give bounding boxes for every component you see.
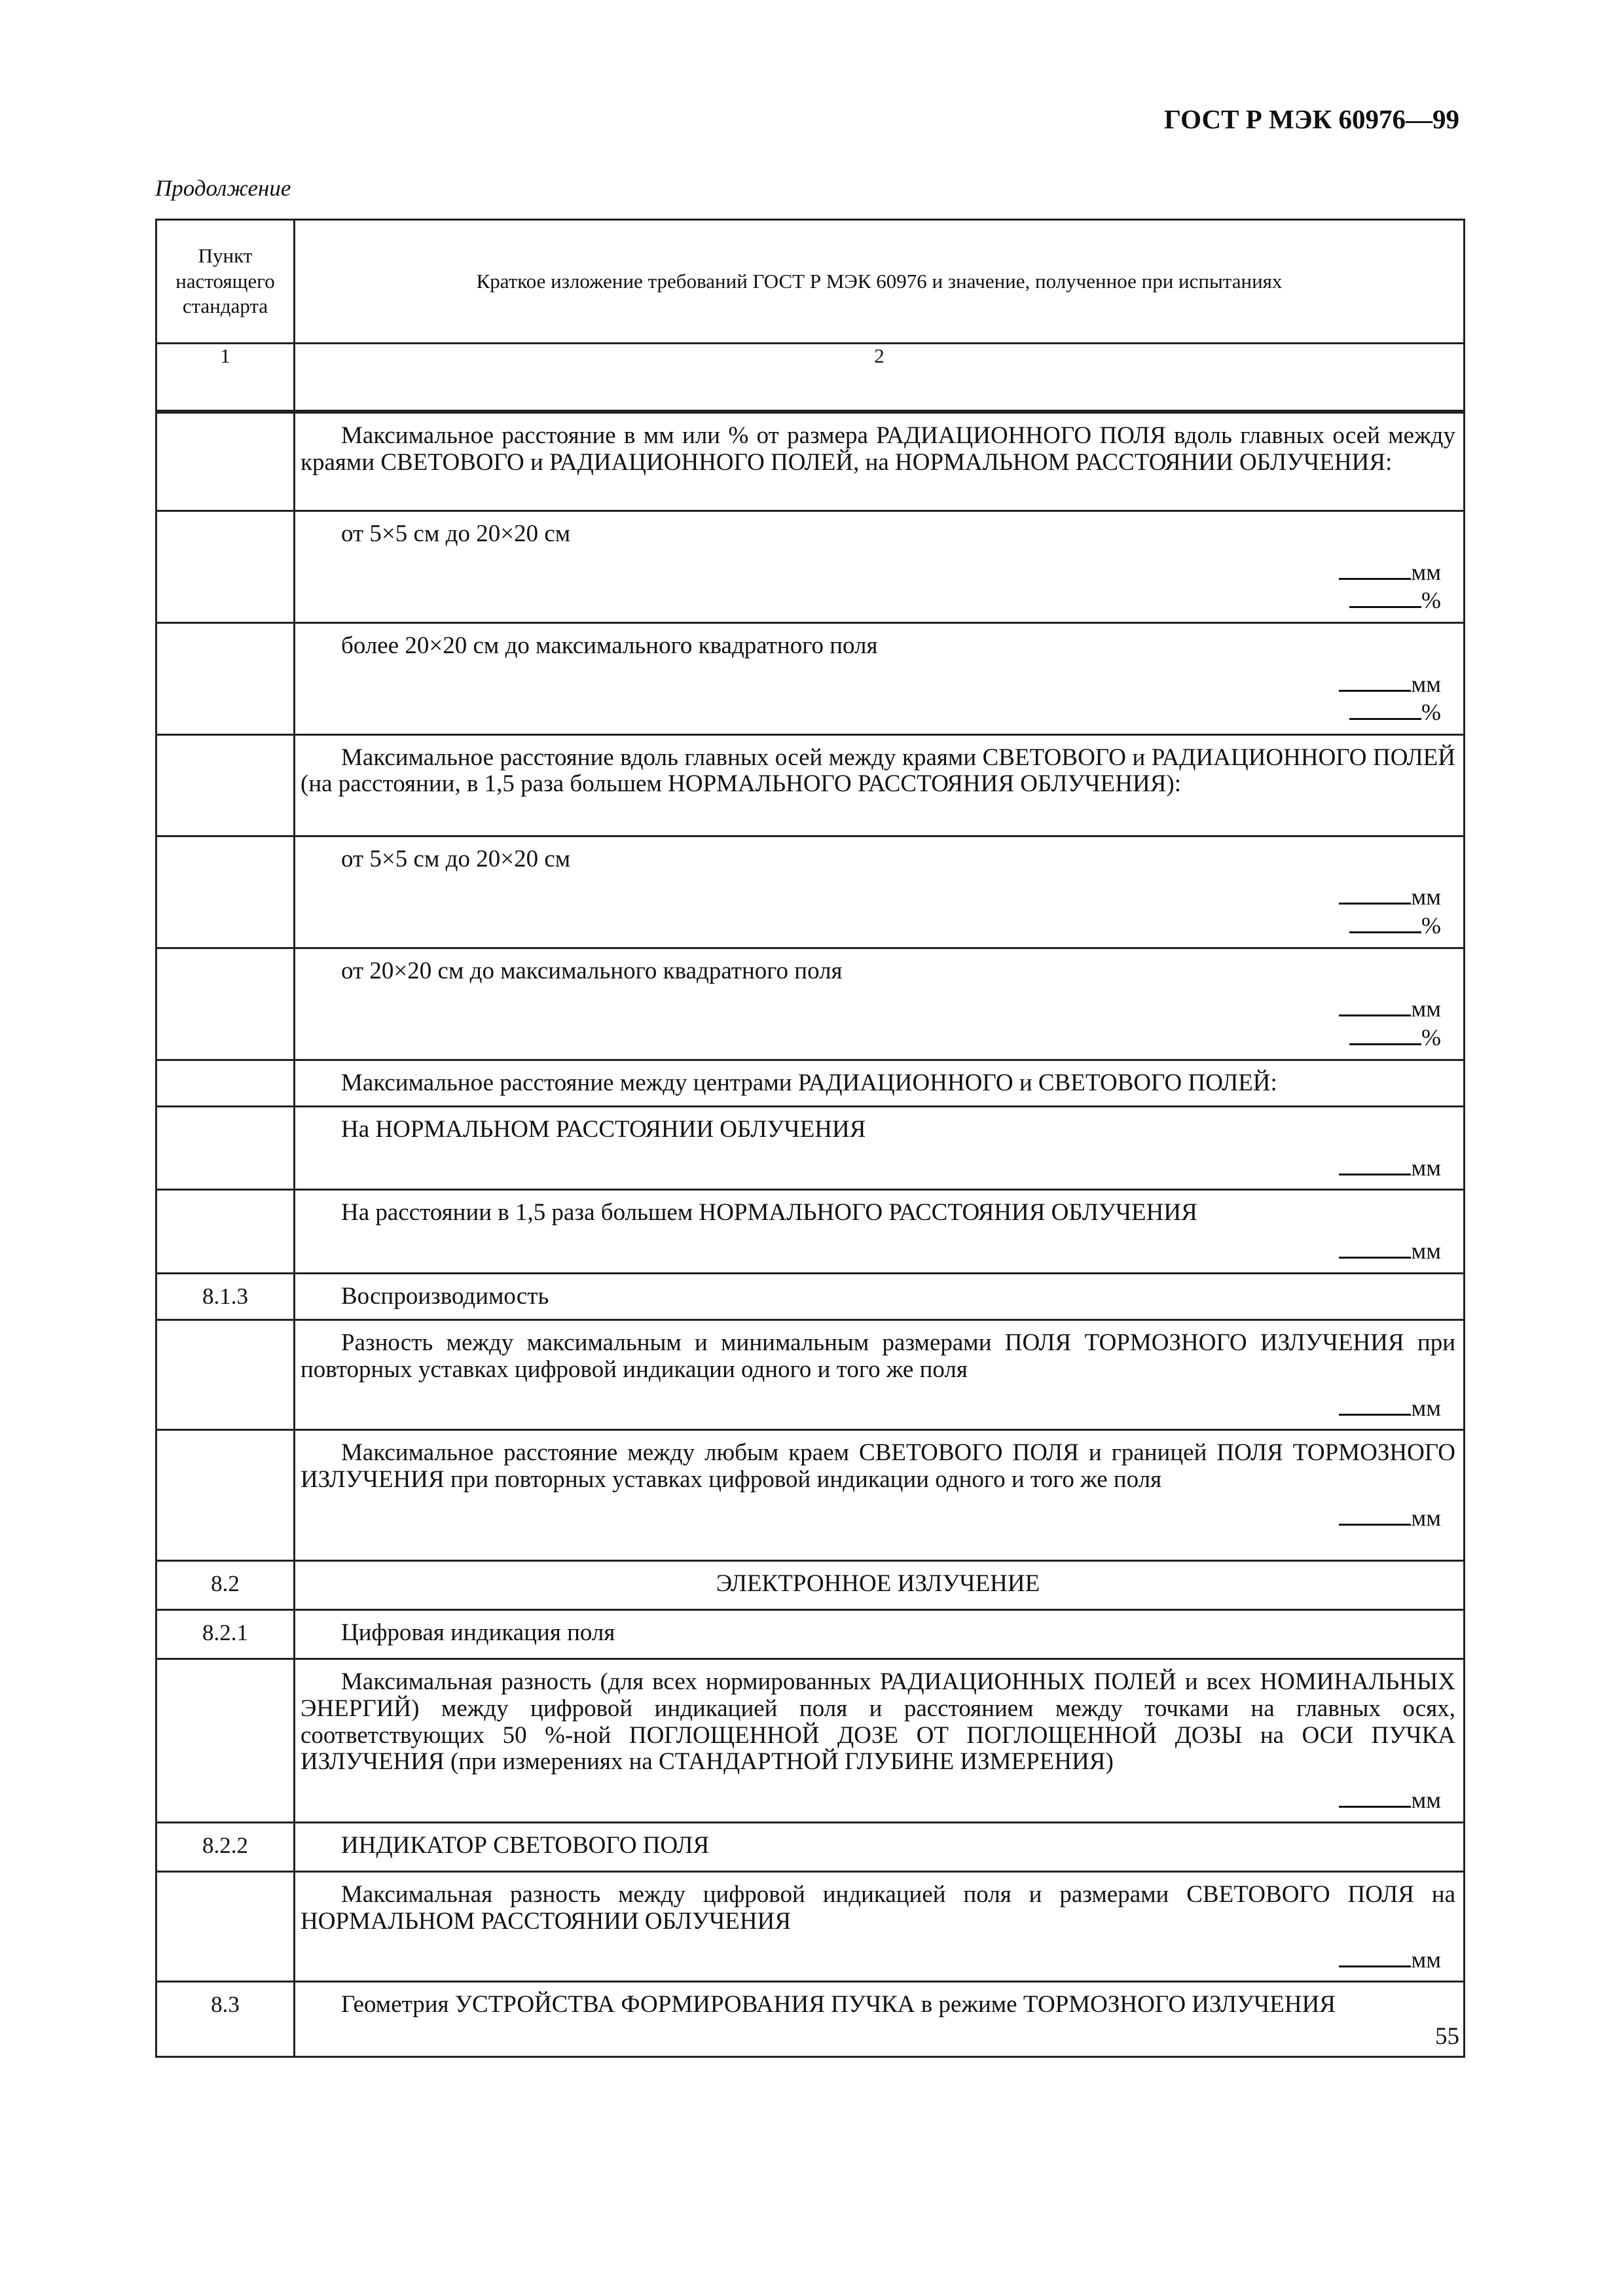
unit-label: мм: [1411, 670, 1441, 697]
requirement-cell: [295, 734, 1465, 836]
unit-label: мм: [1411, 1504, 1441, 1531]
value-blank-line[interactable]: [295, 1505, 1441, 1532]
blank-underline: [1339, 560, 1411, 580]
requirement-text: ЭЛЕКТРОННОЕ ИЗЛУЧЕНИЕ: [716, 1570, 1040, 1598]
unit-label: мм: [1411, 1787, 1441, 1814]
table-row: [156, 1430, 1465, 1561]
point-number: 8.2.1: [202, 1620, 248, 1646]
value-entry-blanks: [295, 1238, 1463, 1272]
value-blank-line[interactable]: [295, 700, 1441, 726]
continuation-label: Продолжение: [155, 175, 291, 201]
blank-underline: [1349, 700, 1421, 720]
point-number: [157, 414, 293, 423]
unit-label: %: [1421, 912, 1441, 939]
value-entry-blanks: [295, 1155, 1463, 1189]
point-cell: [156, 1610, 295, 1659]
point-cell: [156, 1823, 295, 1872]
value-blank-line[interactable]: [295, 1787, 1441, 1814]
point-cell: [156, 413, 295, 511]
point-number: 8.2.2: [202, 1833, 248, 1859]
table-row: [156, 1610, 1465, 1659]
header-cell-description: [295, 220, 1465, 344]
value-entry-blanks: [295, 1395, 1463, 1429]
table-row: [156, 1823, 1465, 1872]
value-blank-line[interactable]: [295, 913, 1441, 939]
value-blank-line[interactable]: [295, 560, 1441, 586]
value-blank-line[interactable]: [295, 588, 1441, 614]
point-cell: [156, 1872, 295, 1982]
requirement-cell: [295, 948, 1465, 1060]
header-point-label: Пункт настоящего стандарта: [175, 243, 275, 318]
requirement-text: от 20×20 см до максимального квадратного поля: [341, 957, 843, 984]
point-cell: [156, 1430, 295, 1561]
point-cell: [156, 734, 295, 836]
point-cell: [156, 1982, 295, 2057]
blank-underline: [1339, 672, 1411, 692]
requirement-text: более 20×20 см до максимального квадратного поля: [341, 632, 878, 659]
value-blank-line[interactable]: [295, 1025, 1441, 1051]
requirement-cell: [295, 1060, 1465, 1107]
requirement-cell: [295, 1320, 1465, 1430]
requirement-text: Максимальное расстояние в мм или % от размера РАДИАЦИОННОГО ПОЛЯ вдоль главных осей между краями СВЕТОВОГО и РАДИАЦИОННОГО ПОЛЕЙ, на НОРМАЛЬНОМ РАССТОЯНИИ ОБЛУЧЕНИЯ:: [301, 422, 1455, 476]
point-number: [157, 1660, 293, 1669]
requirement-text: На расстоянии в 1,5 раза большем НОРМАЛЬНОГО РАССТОЯНИЯ ОБЛУЧЕНИЯ: [341, 1199, 1197, 1227]
blank-underline: [1339, 1155, 1411, 1175]
point-number: [157, 1191, 293, 1200]
blank-underline: [1339, 1787, 1411, 1808]
point-number: [157, 1061, 293, 1070]
table-row: [156, 1320, 1465, 1430]
table-row: [156, 1561, 1465, 1610]
table-row: [156, 1982, 1465, 2057]
requirement-cell: [295, 1430, 1465, 1561]
value-blank-line[interactable]: [295, 996, 1441, 1022]
point-number: [157, 512, 293, 521]
unit-label: мм: [1411, 884, 1441, 910]
value-entry-blanks: [295, 996, 1463, 1058]
requirement-cell: [295, 1823, 1465, 1872]
blank-underline: [1339, 1238, 1411, 1259]
blank-underline: [1339, 1505, 1411, 1526]
blank-underline: [1349, 588, 1421, 608]
value-entry-blanks: [295, 672, 1463, 734]
requirement-text: Максимальное расстояние вдоль главных осей между краями СВЕТОВОГО и РАДИАЦИОННОГО ПОЛЕЙ (на расстоянии, в 1,5 раза большем НОРМАЛЬНОГО РАССТОЯНИЯ ОБЛУЧЕНИЯ):: [301, 744, 1455, 798]
table-row: [156, 622, 1465, 734]
value-entry-blanks: [295, 1505, 1463, 1539]
blank-underline: [1349, 1025, 1421, 1045]
requirement-text: Разность между максимальным и минимальным размерами ПОЛЯ ТОРМОЗНОГО ИЗЛУЧЕНИЯ при повторных уставках цифровой индикации одного и того же поля: [301, 1329, 1455, 1384]
requirements-table: [155, 219, 1465, 2058]
blank-underline: [1339, 1947, 1411, 1967]
blank-underline: [1349, 913, 1421, 933]
point-cell: [156, 1273, 295, 1320]
point-cell: [156, 1060, 295, 1107]
point-cell: [156, 1107, 295, 1190]
point-cell: [156, 1561, 295, 1610]
table-row: [156, 1060, 1465, 1107]
unit-label: мм: [1411, 1154, 1441, 1181]
requirement-text: Воспроизводимость: [341, 1282, 549, 1310]
unit-label: %: [1421, 1024, 1441, 1050]
unit-label: мм: [1411, 1946, 1441, 1973]
point-cell: [156, 511, 295, 623]
value-blank-line[interactable]: [295, 672, 1441, 698]
point-cell: [156, 1659, 295, 1823]
column-number-row: [156, 344, 1465, 411]
blank-underline: [1339, 884, 1411, 905]
column-number-1: 1: [156, 344, 295, 411]
table-row: [156, 1190, 1465, 1273]
requirement-cell: [295, 1982, 1465, 2057]
unit-label: %: [1421, 587, 1441, 614]
requirement-text: от 5×5 см до 20×20 см: [341, 520, 571, 547]
header-cell-point: [156, 220, 295, 344]
table-row: [156, 734, 1465, 836]
point-cell: [156, 1320, 295, 1430]
unit-label: %: [1421, 699, 1441, 726]
requirement-text: Цифровая индикация поля: [341, 1619, 615, 1647]
requirement-cell: [295, 836, 1465, 948]
requirement-cell: [295, 1659, 1465, 1823]
requirement-cell: [295, 1872, 1465, 1982]
table-row: [156, 413, 1465, 511]
value-blank-line[interactable]: [295, 1947, 1441, 1973]
requirement-text: Максимальное расстояние между любым краем СВЕТОВОГО ПОЛЯ и границей ПОЛЯ ТОРМОЗНОГО ИЗЛУЧЕНИЯ при повторных уставках цифровой индикации одного и того же поля: [301, 1439, 1455, 1494]
header-description-label: Краткое изложение требований ГОСТ Р МЭК 60976 и значение, полученное при испытаниях: [476, 270, 1283, 293]
unit-label: мм: [1411, 1394, 1441, 1421]
point-cell: [156, 948, 295, 1060]
page-number: 55: [1435, 2023, 1459, 2050]
value-blank-line[interactable]: [295, 884, 1441, 910]
requirement-cell: [295, 511, 1465, 623]
table-body: [156, 413, 1465, 2057]
requirement-text: ИНДИКАТОР СВЕТОВОГО ПОЛЯ: [341, 1832, 710, 1859]
point-cell: [156, 622, 295, 734]
value-entry-blanks: [295, 1947, 1463, 1981]
requirement-text: Максимальная разность (для всех нормированных РАДИАЦИОННЫХ ПОЛЕЙ и всех НОМИНАЛЬНЫХ ЭНЕРГИЙ) между цифровой индикацией поля и расстоянием между точками на главных осях, соответствующих 50 %-ной ПОГЛОЩЕННОЙ ДОЗЕ ОТ ПОГЛОЩЕННОЙ ДОЗЫ на ОСИ ПУЧКА ИЗЛУЧЕНИЯ (при измерениях на СТАНДАРТНОЙ ГЛУБИНЕ ИЗМЕРЕНИЯ): [301, 1668, 1455, 1776]
point-number: [157, 1431, 293, 1440]
table-row: [156, 1659, 1465, 1823]
requirement-cell: [295, 622, 1465, 734]
value-entry-blanks: [295, 884, 1463, 946]
point-number: [157, 1107, 293, 1117]
unit-label: мм: [1411, 1238, 1441, 1265]
point-number: 8.2: [211, 1571, 240, 1597]
requirement-cell: [295, 1273, 1465, 1320]
blank-underline: [1339, 1395, 1411, 1416]
table-row: [156, 511, 1465, 623]
requirement-cell: [295, 1107, 1465, 1190]
table-row: [156, 1107, 1465, 1190]
requirement-cell: [295, 413, 1465, 511]
value-entry-blanks: [295, 1787, 1463, 1821]
point-number: [157, 837, 293, 846]
requirement-cell: [295, 1190, 1465, 1273]
table-header-row: [156, 220, 1465, 344]
document-id: ГОСТ Р МЭК 60976—99: [1164, 104, 1459, 134]
requirement-text: Геометрия УСТРОЙСТВА ФОРМИРОВАНИЯ ПУЧКА в режиме ТОРМОЗНОГО ИЗЛУЧЕНИЯ: [341, 1991, 1336, 2018]
requirement-text: На НОРМАЛЬНОМ РАССТОЯНИИ ОБЛУЧЕНИЯ: [341, 1116, 866, 1143]
requirement-text: Максимальная разность между цифровой индикацией поля и размерами СВЕТОВОГО ПОЛЯ на НОРМАЛЬНОМ РАССТОЯНИИ ОБЛУЧЕНИЯ: [301, 1881, 1455, 1935]
value-blank-line[interactable]: [295, 1238, 1441, 1265]
unit-label: мм: [1411, 996, 1441, 1022]
table-row: [156, 948, 1465, 1060]
point-number: [157, 624, 293, 633]
value-blank-line[interactable]: [295, 1155, 1441, 1181]
point-number: 8.3: [211, 1992, 240, 2018]
table-row: [156, 836, 1465, 948]
table-row: [156, 1872, 1465, 1982]
point-number: [157, 736, 293, 745]
value-entry-blanks: [295, 560, 1463, 622]
point-number: 8.1.3: [202, 1283, 248, 1309]
column-number-2: 2: [295, 344, 1465, 411]
unit-label: мм: [1411, 558, 1441, 585]
requirement-text: от 5×5 см до 20×20 см: [341, 845, 571, 872]
point-number: [157, 949, 293, 958]
point-number: [157, 1873, 293, 1882]
requirement-cell: [295, 1561, 1465, 1610]
point-number: [157, 1321, 293, 1330]
point-cell: [156, 836, 295, 948]
point-cell: [156, 1190, 295, 1273]
requirement-text: Максимальное расстояние между центрами РАДИАЦИОННОГО и СВЕТОВОГО ПОЛЕЙ:: [341, 1069, 1277, 1096]
value-blank-line[interactable]: [295, 1395, 1441, 1422]
blank-underline: [1339, 996, 1411, 1016]
table-row: [156, 1273, 1465, 1320]
requirement-cell: [295, 1610, 1465, 1659]
